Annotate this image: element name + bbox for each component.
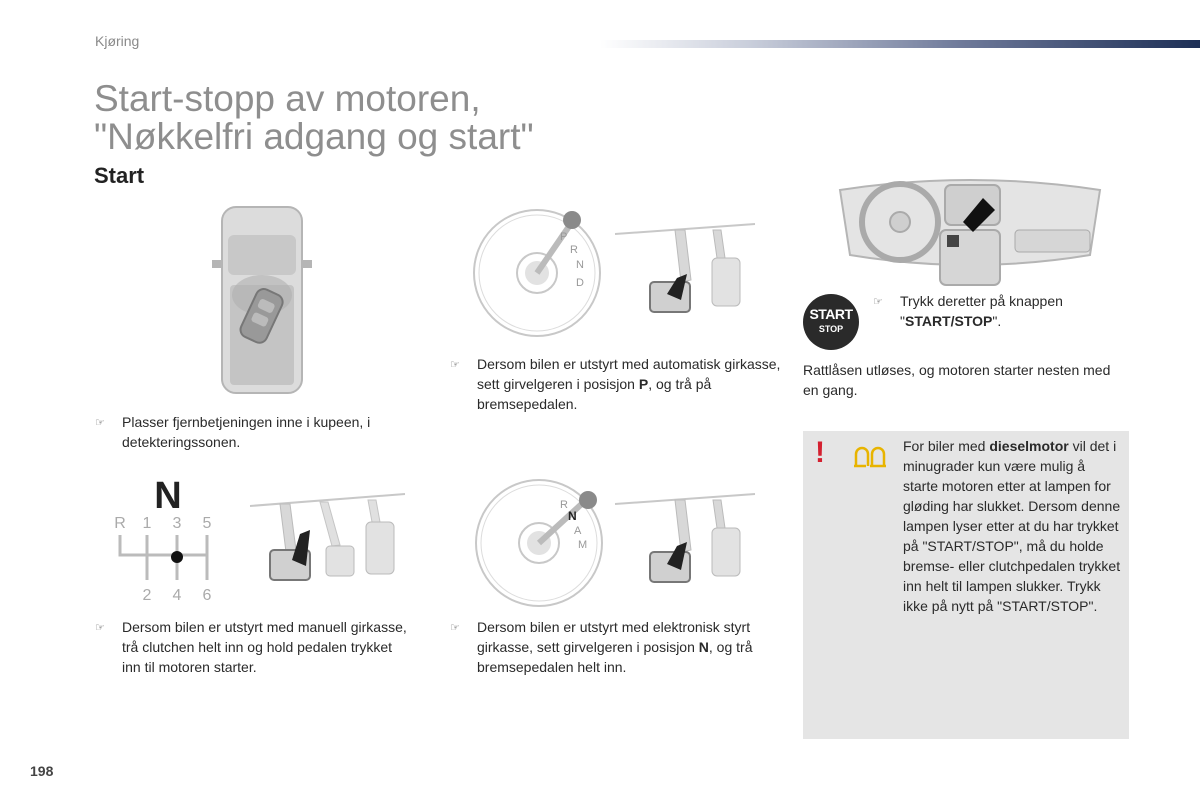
exclamation-icon: !: [815, 436, 825, 469]
diesel-note-text: [903, 436, 1121, 616]
remote-text: Plasser fjernbetjeningen inne i kupeen, i detekteringssonen.: [122, 414, 371, 450]
dashboard-start-button-illustration: [835, 180, 1105, 290]
gear-3: 3: [172, 515, 182, 532]
note-body: vil det i minugrader kun være mulig å starte motoren etter at lampen for gløding har slukket. Dersom denne lampen lyser etter at du har trykket på "START/STOP", må du holde bremse- eller clutchpedalen trykket inn helt til lampen slukker. Trykk ikke på nytt på "START/STOP".: [903, 438, 1121, 614]
egear-letter-m: M: [578, 539, 588, 551]
press-text-post: ".: [992, 313, 1002, 329]
auto-text-pre: Dersom bilen er utstyrt med automatisk girkasse, sett girvelgeren i posisjon: [477, 356, 781, 392]
van-top-view-illustration: [210, 205, 315, 395]
egear-letter-a: A: [574, 525, 582, 537]
manual-gear-diagram: [110, 470, 220, 605]
electronic-gear-selector-illustration: [474, 478, 604, 608]
section-label: Kjøring: [95, 33, 140, 49]
gear-neutral-dot: [171, 551, 183, 563]
gear-letter-d: D: [576, 277, 584, 289]
stop-badge-label: STOP: [818, 324, 844, 334]
gear-letter-n: N: [576, 259, 584, 271]
pointing-hand-icon: ☞: [450, 359, 460, 371]
gear-2: 2: [142, 587, 152, 604]
selected-gear-label: N: [154, 475, 182, 517]
page-title-line2: "Nøkkelfri adgang og start": [94, 116, 534, 157]
automatic-gear-selector-illustration: [472, 208, 602, 338]
egear-letter-n: N: [568, 509, 577, 523]
press-text-button: START/STOP: [904, 313, 993, 329]
page-title-line1: Start-stopp av motoren,: [94, 78, 481, 119]
bullet-press-start-stop: [873, 291, 1130, 331]
auto-text-gear: P: [638, 376, 649, 392]
press-text-pre: Trykk deretter på knappen ": [900, 293, 1063, 329]
glow-plug-icon: [852, 446, 888, 468]
pointing-hand-icon: ☞: [873, 296, 883, 308]
steering-lock-text: Rattlåsen utløses, og motoren starter nesten med en gang.: [803, 362, 1111, 398]
electronic-text-pre: Dersom bilen er utstyrt med elektronisk styrt girkasse, sett girvelgeren i posisjon: [477, 619, 751, 655]
note-bold: dieselmotor: [989, 438, 1069, 454]
manual-text: Dersom bilen er utstyrt med manuell girkasse, trå clutchen helt inn og hold pedalen trykket inn til motoren starter.: [122, 619, 407, 675]
clutch-pedal-illustration: [250, 490, 405, 590]
section-subtitle: Start: [94, 163, 145, 188]
note-intro: For biler med: [903, 438, 990, 454]
header-gradient-bar: [600, 40, 1200, 48]
egear-letter-r: R: [560, 499, 568, 511]
bullet-remote: [95, 412, 427, 452]
pointing-hand-icon: ☞: [95, 417, 105, 429]
pointing-hand-icon: ☞: [95, 622, 105, 634]
gear-4: 4: [172, 587, 182, 604]
gear-5: 5: [202, 515, 212, 532]
page-number: 198: [30, 763, 54, 779]
auto-text-post: , og trå på bremsepedalen.: [477, 376, 712, 412]
gear-6: 6: [202, 587, 212, 604]
bullet-manual: [95, 617, 412, 677]
gear-1: 1: [142, 515, 152, 532]
pointing-hand-icon: ☞: [450, 622, 460, 634]
start-badge-label: START: [809, 306, 853, 322]
gear-letter-r: R: [570, 244, 578, 256]
gear-letter-p: P: [560, 231, 568, 243]
page-title: [94, 80, 534, 156]
start-stop-button-icon: [803, 294, 859, 350]
gear-r: R: [114, 515, 126, 532]
brake-pedal-illustration-electronic: [615, 490, 755, 590]
brake-pedal-illustration-auto: [615, 220, 755, 320]
bullet-automatic: [450, 354, 782, 414]
electronic-text-gear: N: [698, 639, 709, 655]
bullet-electronic: [450, 617, 782, 677]
electronic-text-post: , og trå bremsepedalen helt inn.: [477, 639, 753, 675]
